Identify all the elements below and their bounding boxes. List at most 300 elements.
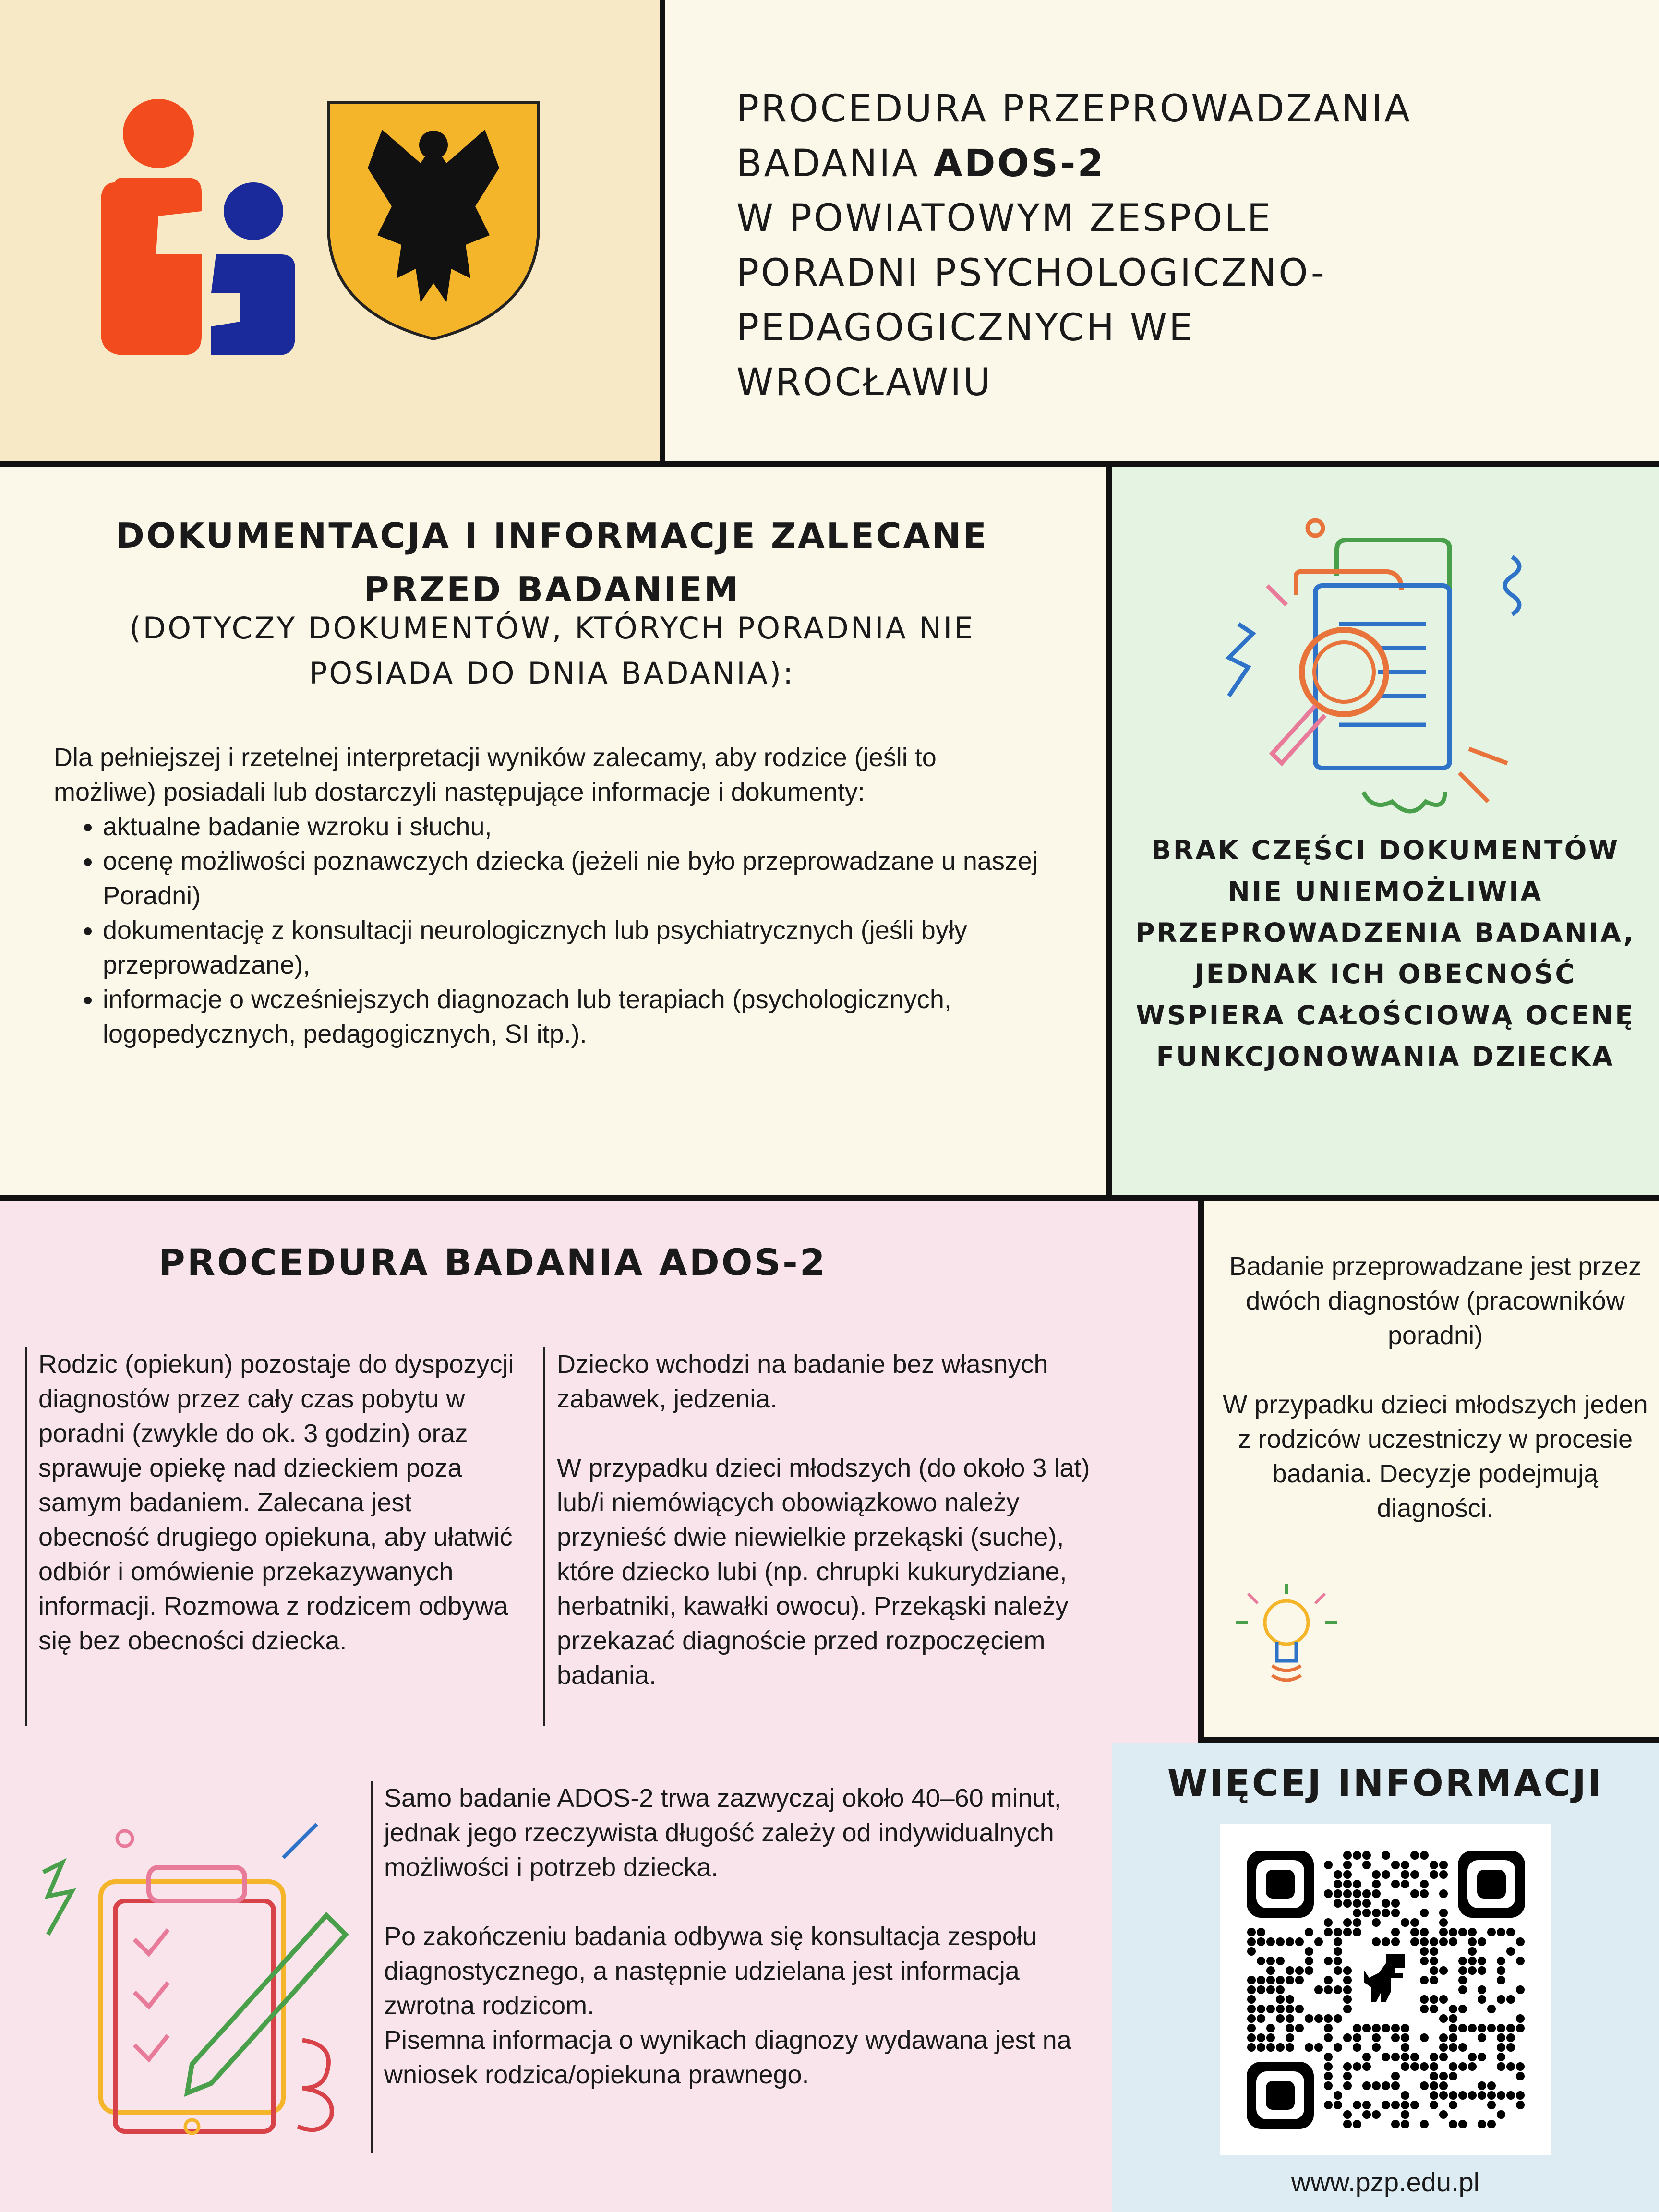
qr-module xyxy=(1439,2072,1448,2080)
qr-module xyxy=(1353,2033,1361,2042)
qr-module xyxy=(1314,2043,1323,2052)
qr-module xyxy=(1506,1928,1515,1936)
qr-module xyxy=(1439,1937,1448,1946)
qr-module xyxy=(1478,1985,1486,1994)
qr-module xyxy=(1334,1880,1342,1888)
qr-module xyxy=(1420,1957,1429,1965)
qr-module xyxy=(1430,2072,1438,2080)
qr-module xyxy=(1439,2053,1448,2061)
qr-module xyxy=(1401,2101,1409,2109)
qr-module xyxy=(1362,2053,1371,2061)
qr-module xyxy=(1468,2091,1477,2100)
title-line: WROCŁAWIU xyxy=(736,361,993,404)
qr-module xyxy=(1353,2024,1361,2032)
paragraph: W przypadku dzieci młodszych jeden z rodziców uczestniczy w procesie badania. Decyzje podejmują diagności. xyxy=(1223,1390,1648,1523)
qr-module xyxy=(1343,1918,1352,1927)
qr-module xyxy=(1420,2081,1429,2090)
qr-module xyxy=(1430,1947,1438,1956)
qr-module xyxy=(1449,2033,1457,2042)
qr-module xyxy=(1401,1861,1409,1869)
procedure-heading: PROCEDURA BADANIA ADOS-2 xyxy=(158,1241,827,1284)
qr-module xyxy=(1430,2005,1438,2013)
qr-module xyxy=(1401,1918,1409,1927)
qr-module xyxy=(1439,2110,1448,2119)
qr-module xyxy=(1497,1928,1505,1936)
qr-module xyxy=(1334,1947,1342,1956)
qr-module xyxy=(1276,1985,1285,1994)
qr-module xyxy=(1305,2043,1313,2052)
qr-module xyxy=(1257,1937,1265,1946)
qr-module xyxy=(1506,2043,1515,2052)
title-line: PEDAGOGICZNYCH WE xyxy=(736,306,1195,349)
qr-module xyxy=(1449,2072,1457,2080)
qr-module xyxy=(1497,1966,1505,1975)
qr-module xyxy=(1324,1861,1333,1869)
qr-module xyxy=(1458,1957,1467,1965)
qr-module xyxy=(1430,1861,1438,1869)
qr-module xyxy=(1430,2062,1438,2071)
qr-module xyxy=(1247,1928,1256,1936)
qr-module xyxy=(1516,2091,1525,2100)
qr-module xyxy=(1324,2053,1333,2061)
qr-module xyxy=(1362,2081,1371,2090)
qr-module xyxy=(1420,2033,1429,2042)
qr-module xyxy=(1420,1928,1429,1936)
qr-module xyxy=(1286,2014,1294,2023)
qr-module xyxy=(1401,2033,1409,2042)
qr-module xyxy=(1506,1947,1515,1956)
paragraph: Po zakończeniu badania odbywa się konsultacja zespołu diagnostycznego, a następnie udzielana jest informacja zwrotna rodzicom. xyxy=(384,1922,1037,2020)
qr-module xyxy=(1391,1937,1400,1946)
qr-module xyxy=(1305,1966,1313,1975)
qr-module xyxy=(1334,2043,1342,2052)
qr-module xyxy=(1478,2024,1486,2032)
qr-module xyxy=(1295,1966,1304,1975)
qr-module xyxy=(1487,1928,1496,1936)
qr-module xyxy=(1343,1995,1352,2004)
qr-module xyxy=(1286,1995,1294,2004)
qr-module xyxy=(1362,1861,1371,1869)
qr-module xyxy=(1343,1851,1352,1860)
qr-module xyxy=(1391,2081,1400,2090)
qr-module xyxy=(1497,1957,1505,1965)
qr-module xyxy=(1353,1909,1361,1917)
qr-module xyxy=(1314,1937,1323,1946)
qr-module xyxy=(1266,1957,1275,1965)
qr-module xyxy=(1449,2024,1457,2032)
qr-module xyxy=(1305,1928,1313,1936)
qr-module xyxy=(1382,2081,1390,2090)
qr-module xyxy=(1353,2101,1361,2109)
qr-module xyxy=(1458,2024,1467,2032)
qr-module xyxy=(1458,1966,1467,1975)
qr-module xyxy=(1324,2101,1333,2109)
qr-module xyxy=(1295,1976,1304,1984)
qr-module xyxy=(1257,2014,1265,2023)
qr-module xyxy=(1324,1976,1333,1984)
qr-module xyxy=(1439,1909,1448,1917)
page-title xyxy=(736,82,1624,410)
documents-list xyxy=(54,809,1038,1051)
qr-module xyxy=(1391,2072,1400,2080)
documentation-subheading xyxy=(29,606,1075,696)
qr-module xyxy=(1266,2033,1275,2042)
qr-module xyxy=(1439,2043,1448,2052)
qr-module xyxy=(1247,1947,1256,1956)
qr-module xyxy=(1497,2053,1505,2061)
list-item: • dokumentację z konsultacji neurologicznych lub psychiatrycznych (jeśli były przeprowadzane), xyxy=(103,913,1038,982)
qr-module xyxy=(1439,1870,1448,1879)
qr-finder-pattern xyxy=(1247,1851,1314,1918)
qr-module xyxy=(1334,1899,1342,1908)
side-info-text xyxy=(1219,1249,1651,1526)
qr-module xyxy=(1266,1966,1275,1975)
paragraph: Dziecko wchodzi na badanie bez własnych zabawek, jedzenia. xyxy=(557,1350,1048,1413)
qr-module xyxy=(1324,2072,1333,2080)
qr-module xyxy=(1305,1957,1313,1965)
qr-module xyxy=(1286,1976,1294,1984)
qr-module xyxy=(1458,2091,1467,2100)
qr-module xyxy=(1487,2120,1496,2128)
qr-module xyxy=(1449,2091,1457,2100)
qr-module xyxy=(1506,2024,1515,2032)
qr-module xyxy=(1497,2043,1505,2052)
qr-module xyxy=(1257,1957,1265,1965)
qr-module xyxy=(1439,2033,1448,2042)
qr-module xyxy=(1468,1928,1477,1936)
qr-module xyxy=(1478,2081,1486,2090)
qr-module xyxy=(1286,2043,1294,2052)
qr-module xyxy=(1506,2033,1515,2042)
documentation-body xyxy=(54,740,1038,1051)
qr-module xyxy=(1372,1937,1381,1946)
qr-module xyxy=(1247,2033,1256,2042)
qr-module xyxy=(1478,1937,1486,1946)
qr-module xyxy=(1353,2062,1361,2071)
qr-module xyxy=(1516,2072,1525,2080)
qr-module xyxy=(1324,1918,1333,1927)
qr-module xyxy=(1430,2081,1438,2090)
qr-module xyxy=(1391,1909,1400,1917)
qr-module xyxy=(1334,1957,1342,1965)
qr-module xyxy=(1362,2101,1371,2109)
qr-module xyxy=(1430,2053,1438,2061)
qr-module xyxy=(1439,1928,1448,1936)
qr-module xyxy=(1420,1880,1429,1888)
qr-module xyxy=(1439,1918,1448,1927)
qr-module xyxy=(1334,1889,1342,1898)
qr-module xyxy=(1314,1985,1323,1994)
qr-module xyxy=(1343,1966,1352,1975)
qr-module xyxy=(1324,2081,1333,2090)
qr-module xyxy=(1353,2120,1361,2128)
qr-module xyxy=(1410,2062,1419,2071)
qr-module xyxy=(1324,2014,1333,2023)
qr-module xyxy=(1266,2024,1275,2032)
qr-module xyxy=(1410,1851,1419,1860)
qr-module xyxy=(1391,2033,1400,2042)
qr-module xyxy=(1334,1966,1342,1975)
qr-module xyxy=(1487,2081,1496,2090)
qr-finder-pattern xyxy=(1458,1851,1525,1918)
qr-module xyxy=(1353,1918,1361,1927)
qr-module xyxy=(1420,2120,1429,2128)
qr-module xyxy=(1430,2101,1438,2109)
qr-module xyxy=(1449,1937,1457,1946)
qr-module xyxy=(1295,2005,1304,2013)
qr-module xyxy=(1430,1870,1438,1879)
qr-module xyxy=(1353,1889,1361,1898)
qr-module xyxy=(1257,1928,1265,1936)
qr-module xyxy=(1372,2043,1381,2052)
qr-module xyxy=(1497,2033,1505,2042)
qr-module xyxy=(1362,1889,1371,1898)
qr-module xyxy=(1295,1937,1304,1946)
procedure-bottom-column xyxy=(371,1781,1071,2153)
qr-module xyxy=(1487,2005,1496,2013)
qr-module xyxy=(1276,2005,1285,2013)
qr-module xyxy=(1334,1937,1342,1946)
qr-module xyxy=(1410,1937,1419,1946)
qr-module xyxy=(1276,1937,1285,1946)
qr-module xyxy=(1362,1851,1371,1860)
heading-line: DOKUMENTACJA I INFORMACJE ZALECANE xyxy=(116,516,988,556)
qr-module xyxy=(1410,2053,1419,2061)
qr-module xyxy=(1276,2043,1285,2052)
qr-module xyxy=(1516,1985,1525,1994)
qr-module xyxy=(1382,1899,1390,1908)
qr-module xyxy=(1439,2014,1448,2023)
qr-module xyxy=(1420,1995,1429,2004)
qr-module xyxy=(1449,2062,1457,2071)
title-emphasis: ADOS-2 xyxy=(933,142,1106,185)
paragraph: Badanie przeprowadzane jest przez dwóch diagnostów (pracowników poradni) xyxy=(1229,1252,1642,1350)
documentation-heading xyxy=(29,509,1075,616)
qr-module xyxy=(1247,2014,1256,2023)
documentation-intro: Dla pełniejszej i rzetelnej interpretacji wyników zalecamy, aby rodzice (jeśli to możliwe) posiadali lub dostarczyli następujące informacje i dokumenty: xyxy=(54,743,937,806)
qr-module xyxy=(1353,2043,1361,2052)
lightbulb-icon xyxy=(1229,1579,1344,1704)
qr-module xyxy=(1247,1995,1256,2004)
qr-module xyxy=(1430,2091,1438,2100)
qr-module xyxy=(1343,1861,1352,1869)
counseling-logo-icon xyxy=(96,96,302,365)
qr-module xyxy=(1343,1985,1352,1994)
qr-module xyxy=(1478,2091,1486,2100)
qr-module xyxy=(1430,1957,1438,1965)
qr-module xyxy=(1401,2110,1409,2119)
qr-module xyxy=(1324,1928,1333,1936)
paragraph: Rodzic (opiekun) pozostaje do dyspozycji diagnostów przez cały czas pobytu w poradni (zwykle do ok. 3 godzin) oraz sprawuje opiekę nad dzieckiem poza samym badaniem. Zalecana jest obecność drugiego opiekuna, aby ułatwić odbiór i omówienie przekazywanych informacji. Rozmowa z rodzicem odbywa się bez obecności dziecka. xyxy=(38,1350,514,1655)
title-line: BADANIA xyxy=(736,142,934,185)
website-link[interactable]: www.pzp.edu.pl xyxy=(1291,2167,1480,2197)
title-line: PORADNI PSYCHOLOGICZNO- xyxy=(736,252,1326,295)
qr-module xyxy=(1343,2033,1352,2042)
qr-module xyxy=(1468,1957,1477,1965)
qr-module xyxy=(1439,1966,1448,1975)
qr-module xyxy=(1382,1851,1390,1860)
qr-module xyxy=(1497,2110,1505,2119)
qr-module xyxy=(1286,1966,1294,1975)
qr-module xyxy=(1257,2033,1265,2042)
qr-module xyxy=(1247,1976,1256,1984)
qr-module xyxy=(1439,1889,1448,1898)
qr-module xyxy=(1497,1976,1505,1984)
subheading-line: POSIADA DO DNIA BADANIA): xyxy=(309,656,795,691)
qr-module xyxy=(1247,1985,1256,1994)
qr-module xyxy=(1382,2053,1390,2061)
qr-module xyxy=(1353,1851,1361,1860)
qr-module xyxy=(1458,1985,1467,1994)
procedure-left-column xyxy=(25,1347,524,1726)
qr-module xyxy=(1497,2091,1505,2100)
qr-module xyxy=(1478,2053,1486,2061)
qr-module xyxy=(1382,1909,1390,1917)
qr-module xyxy=(1334,1870,1342,1879)
qr-module xyxy=(1334,1928,1342,1936)
qr-module xyxy=(1516,2024,1525,2032)
qr-module xyxy=(1343,1870,1352,1879)
qr-module xyxy=(1391,2120,1400,2128)
qr-module xyxy=(1353,1880,1361,1888)
qr-module xyxy=(1487,2091,1496,2100)
qr-module xyxy=(1401,2120,1409,2128)
qr-module xyxy=(1506,2091,1515,2100)
qr-module xyxy=(1497,2024,1505,2032)
qr-module xyxy=(1449,1928,1457,1936)
qr-module xyxy=(1305,1947,1313,1956)
qr-module xyxy=(1420,1937,1429,1946)
qr-module xyxy=(1468,2053,1477,2061)
qr-module xyxy=(1343,1899,1352,1908)
qr-module xyxy=(1372,2081,1381,2090)
coat-of-arms-icon xyxy=(326,101,541,341)
qr-module xyxy=(1449,2101,1457,2109)
qr-module xyxy=(1420,1976,1429,1984)
qr-module xyxy=(1343,2062,1352,2071)
qr-module xyxy=(1266,1985,1275,1994)
qr-module xyxy=(1334,2091,1342,2100)
qr-module xyxy=(1449,2014,1457,2023)
qr-module xyxy=(1516,2101,1525,2109)
qr-module xyxy=(1343,1928,1352,1936)
qr-module xyxy=(1506,2062,1515,2071)
qr-module xyxy=(1353,1928,1361,1936)
note-callout: BRAK CZĘŚCI DOKUMENTÓW NIE UNIEMOŻLIWIA PRZEPROWADZENIA BADANIA, JEDNAK ICH OBECNOŚĆ WSPIERA CAŁOŚCIOWĄ OCENĘ FUNKCJONOWANIA DZIECKA xyxy=(1135,835,1635,1072)
qr-module xyxy=(1266,2043,1275,2052)
paragraph: Pisemna informacja o wynikach diagnozy wydawana jest na wniosek rodzica/opiekuna prawnego. xyxy=(384,2026,1071,2089)
qr-module xyxy=(1410,1889,1419,1898)
qr-module xyxy=(1362,2110,1371,2119)
qr-module xyxy=(1420,1909,1429,1917)
qr-module xyxy=(1449,2005,1457,2013)
qr-module xyxy=(1430,1937,1438,1946)
qr-module xyxy=(1257,1976,1265,1984)
qr-module xyxy=(1305,2014,1313,2023)
qr-module xyxy=(1247,2005,1256,2013)
qr-module xyxy=(1343,1880,1352,1888)
qr-code[interactable] xyxy=(1220,1824,1551,2155)
qr-module xyxy=(1449,2043,1457,2052)
qr-module xyxy=(1343,2072,1352,2080)
paragraph: Samo badanie ADOS-2 trwa zazwyczaj około 40–60 minut, jednak jego rzeczywista długość zależy od indywidualnych możliwości i potrzeb dziecka. xyxy=(384,1784,1061,1882)
paragraph: W przypadku dzieci młodszych (do około 3 lat) lub/i niemówiących obowiązkowo należy przynieść dwie niewielkie przekąski (suche), które dziecko lubi (np. chrupki kukurydziane, herbatniki, kawałki owocu). Przekąski należy przekazać diagnoście przed rozpoczęciem badania. xyxy=(557,1454,1090,1690)
qr-module xyxy=(1487,2101,1496,2109)
dinosaur-icon xyxy=(1364,1954,1405,2002)
qr-module xyxy=(1314,2014,1323,2023)
qr-module xyxy=(1401,1880,1409,1888)
qr-module xyxy=(1468,1937,1477,1946)
qr-module xyxy=(1343,2120,1352,2128)
qr-module xyxy=(1430,1966,1438,1975)
qr-module xyxy=(1382,2024,1390,2032)
qr-module xyxy=(1478,1966,1486,1975)
qr-module xyxy=(1286,2005,1294,2013)
qr-module xyxy=(1439,2091,1448,2100)
qr-module xyxy=(1362,1899,1371,1908)
clipboard-checklist-icon xyxy=(29,1819,365,2155)
qr-module xyxy=(1353,1899,1361,1908)
list-item: • informacje o wcześniejszych diagnozach lub terapiach (psychologicznych, logopedycznych, pedagogicznych, SI itp.). xyxy=(103,982,1038,1051)
qr-module xyxy=(1372,1918,1381,1927)
qr-module xyxy=(1439,1861,1448,1869)
qr-module xyxy=(1487,2024,1496,2032)
qr-module xyxy=(1468,2062,1477,2071)
qr-module xyxy=(1257,2043,1265,2052)
qr-module xyxy=(1286,1937,1294,1946)
qr-module xyxy=(1247,1937,1256,1946)
qr-module xyxy=(1391,1928,1400,1936)
qr-module xyxy=(1410,1918,1419,1927)
qr-module xyxy=(1372,2024,1381,2032)
qr-module xyxy=(1516,2014,1525,2023)
qr-module xyxy=(1266,1976,1275,1984)
qr-module xyxy=(1449,2120,1457,2128)
qr-module xyxy=(1420,2005,1429,2013)
qr-module xyxy=(1372,2110,1381,2119)
qr-module xyxy=(1401,2043,1409,2052)
qr-module xyxy=(1372,2033,1381,2042)
heading-line: PRZED BADANIEM xyxy=(363,569,741,610)
qr-module xyxy=(1458,2120,1467,2128)
qr-module xyxy=(1430,1976,1438,1984)
procedure-right-column xyxy=(543,1347,1095,1726)
qr-module xyxy=(1266,1937,1275,1946)
qr-module xyxy=(1391,2024,1400,2032)
qr-module xyxy=(1286,2033,1294,2042)
qr-module xyxy=(1257,1985,1265,1994)
subheading-line: (DOTYCZY DOKUMENTÓW, KTÓRYCH PORADNIA NIE xyxy=(129,611,975,646)
qr-module xyxy=(1468,2024,1477,2032)
qr-module xyxy=(1324,2033,1333,2042)
qr-module xyxy=(1324,2024,1333,2032)
list-item: • aktualne badanie wzroku i słuchu, xyxy=(103,809,1038,844)
qr-module xyxy=(1516,1937,1525,1946)
qr-module xyxy=(1458,2062,1467,2071)
list-item: • ocenę możliwości poznawczych dziecka (jeżeli nie było przeprowadzane u naszej Poradni) xyxy=(103,844,1038,913)
qr-module xyxy=(1497,1995,1505,2004)
qr-module xyxy=(1276,1976,1285,1984)
qr-module xyxy=(1372,1870,1381,1879)
qr-module xyxy=(1382,2101,1390,2109)
qr-module xyxy=(1372,1880,1381,1888)
qr-module xyxy=(1343,1889,1352,1898)
qr-module xyxy=(1362,2062,1371,2071)
qr-module xyxy=(1420,1889,1429,1898)
qr-module xyxy=(1478,1957,1486,1965)
qr-module xyxy=(1334,2101,1342,2109)
qr-module xyxy=(1295,2024,1304,2032)
